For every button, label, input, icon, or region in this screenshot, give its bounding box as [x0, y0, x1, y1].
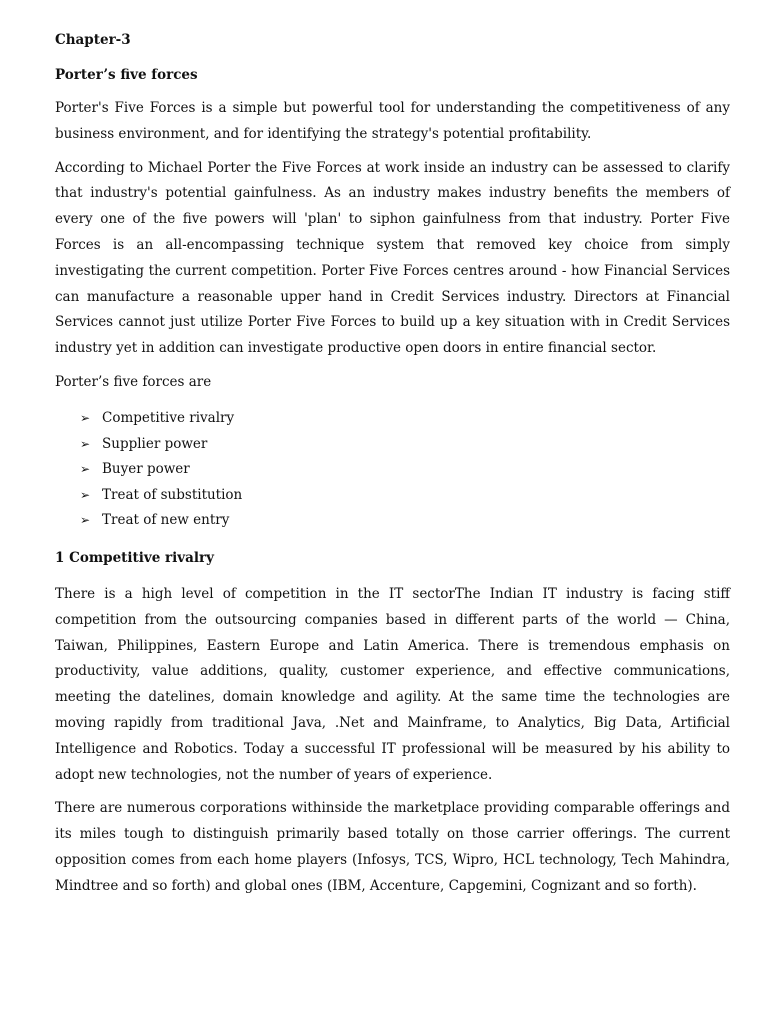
arrow-bullet-icon: ➢ — [80, 410, 91, 425]
porter-description-paragraph: According to Michael Porter the Five Forces at work inside an industry can be assessed to clarify that industry's potential gainfulness. As an industry makes industry benefits the members of every one of the five powers will 'plan' to siphon gainfulness from that industry. Porter Five Forces is an all-encompassing technique system that removed key choice from simply investigating the current competition. Porter Five Forces centres around - how Financial Services can manufacture a reasonable upper hand in Credit Services industry. Directors at Financial Services cannot just utilize Porter Five Forces to build up a key situation with in Credit Services industry yet in addition can investigate productive open doors in entire financial sector. — [55, 159, 730, 357]
arrow-bullet-icon: ➢ — [80, 462, 91, 477]
section-heading-competitive-rivalry: 1 Competitive rivalry — [55, 549, 214, 566]
document-page — [55, 30, 730, 908]
forces-intro: Porter’s five forces are — [55, 373, 212, 390]
list-item-label: Treat of substitution — [102, 486, 243, 503]
list-item-label: Buyer power — [102, 461, 190, 478]
competitive-rivalry-paragraph-2: There are numerous corporations withinside the marketplace providing comparable offerings and its miles tough to distinguish primarily based totally on those carrier offerings. The current opposition comes from each home players (Infosys, TCS, Wipro, HCL technology, Tech Mahindra, Mindtree and so forth) and global ones (IBM, Accenture, Capgemini, Cognizant and so forth). — [55, 800, 730, 894]
arrow-bullet-icon: ➢ — [80, 436, 91, 451]
arrow-bullet-icon: ➢ — [80, 487, 91, 502]
list-item-label: Competitive rivalry — [102, 409, 235, 426]
arrow-bullet-icon: ➢ — [80, 513, 91, 528]
list-item — [55, 483, 730, 509]
chapter-label: Chapter-3 — [55, 32, 131, 48]
page-title: Porter’s five forces — [55, 67, 198, 83]
list-item — [55, 457, 730, 483]
list-item — [55, 508, 730, 534]
intro-paragraph: Porter's Five Forces is a simple but powerful tool for understanding the competitiveness of any business environment, and for identifying the strategy's potential profitability. — [55, 100, 730, 142]
competitive-rivalry-paragraph-1: There is a high level of competition in the IT sectorThe Indian IT industry is facing stiff competition from the outsourcing companies based in different parts of the world — China, Taiwan, Philippines, Eastern Europe and Latin America. There is tremendous emphasis on productivity, value additions, quality, customer experience, and effective communications, meeting the datelines, domain knowledge and agility. At the same time the technologies are moving rapidly from traditional Java, .Net and Mainframe, to Analytics, Big Data, Artificial Intelligence and Robotics. Today a successful IT professional will be measured by his ability to adopt new technologies, not the number of years of experience. — [55, 585, 730, 783]
list-item — [55, 432, 730, 458]
list-item — [55, 406, 730, 432]
list-item-label: Treat of new entry — [102, 512, 230, 529]
list-item-label: Supplier power — [102, 435, 208, 452]
forces-list — [55, 406, 730, 534]
